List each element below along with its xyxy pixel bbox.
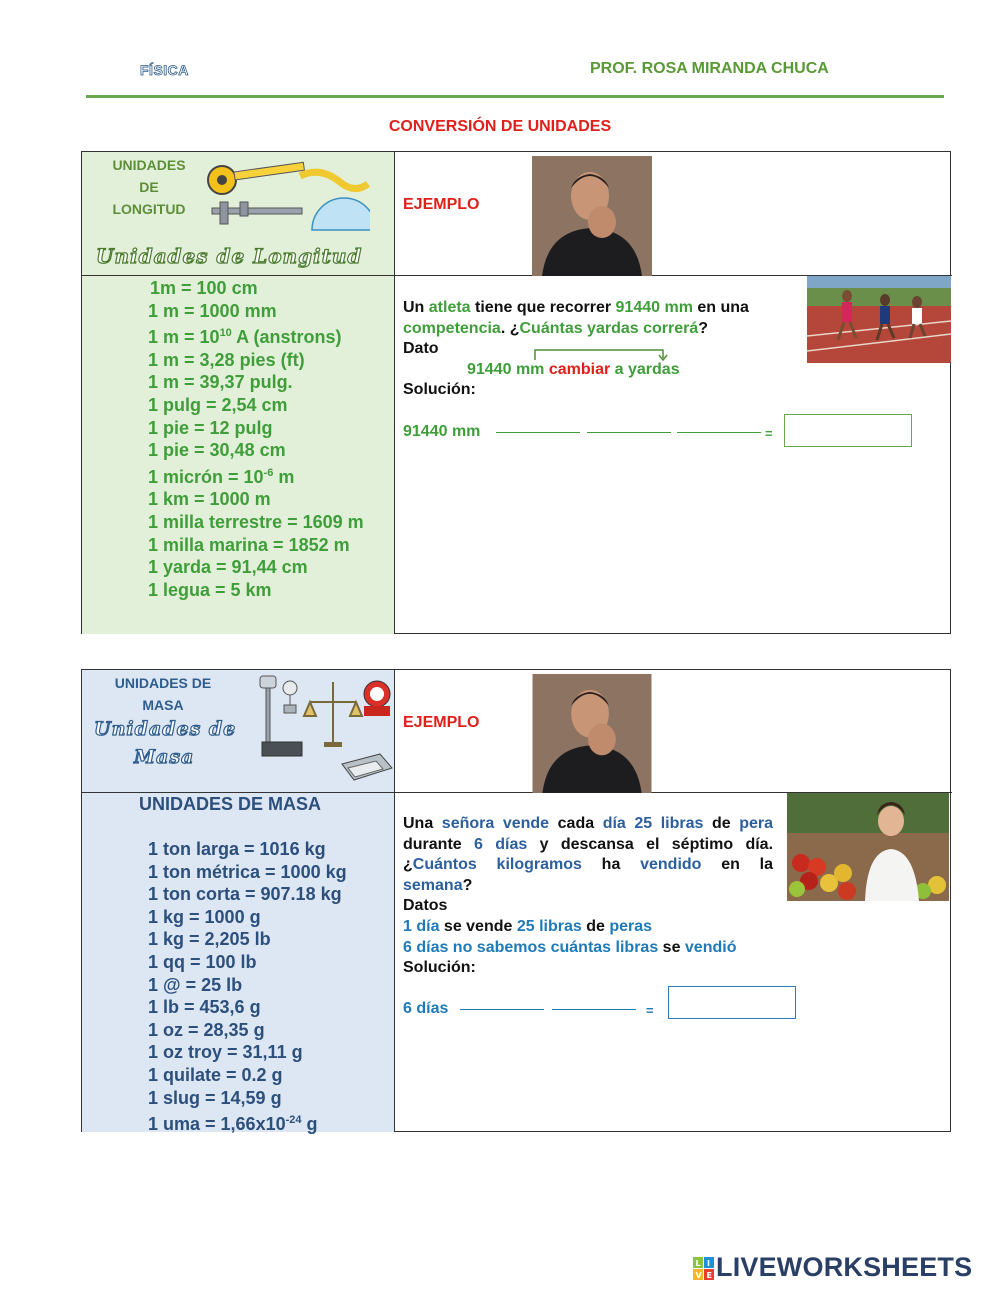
measuring-tools-icon (200, 158, 370, 234)
runners-icon (807, 276, 951, 363)
solucion-label: Solución: (403, 381, 476, 399)
conversion-item: 1 kg = 2,205 lb (148, 929, 271, 950)
interpreter-photo (532, 156, 652, 276)
datos-label: Datos (403, 897, 448, 915)
logo-letter: I (707, 1259, 710, 1268)
conversion-item: 1 ton métrica = 1000 kg (148, 861, 347, 882)
problem-line: Una señora vende cada día 25 libras de pera (403, 815, 774, 832)
person-icon (532, 674, 652, 793)
conversion-item: 1 pulg = 2,54 cm (148, 394, 288, 415)
longitud-label-line: DE (139, 179, 159, 195)
problem-line: ¿Cuántos kilogramos ha vendido en la (403, 856, 773, 874)
longitud-label-line: LONGITUD (112, 201, 186, 217)
ejemplo-label: EJEMPLO (403, 196, 480, 213)
solution-start-value: 6 días (403, 1000, 449, 1017)
fraction-line[interactable] (552, 1009, 636, 1010)
person-icon (532, 156, 652, 276)
fruit-vendor-icon (787, 793, 949, 901)
equals-sign: = (765, 426, 773, 441)
masa-problem-cell (395, 793, 952, 1132)
answer-input[interactable] (784, 414, 912, 447)
longitud-example-header (395, 152, 952, 276)
equals-sign: = (646, 1003, 654, 1018)
conversion-item: 1 quilate = 0.2 g (148, 1064, 283, 1085)
problem-line: Un atleta tiene que recorrer 91440 mm en una (403, 299, 749, 316)
conversion-item: 1 slug = 14,59 g (148, 1087, 282, 1108)
masa-label (94, 672, 232, 716)
scales-icon (246, 672, 394, 790)
ejemplo-label: EJEMPLO (403, 714, 480, 731)
solution-start-value: 91440 mm (403, 423, 481, 440)
vendor-photo (787, 793, 949, 901)
conversion-item: 1 pie = 12 pulg (148, 417, 273, 438)
fraction-line[interactable] (677, 432, 761, 433)
masa-example-header (395, 670, 952, 793)
masa-header-cell (82, 670, 395, 793)
conversion-item: 1 uma = $1,66x10^{-24}$ g (148, 1114, 318, 1135)
conversion-item: 1 milla marina = 1852 m (148, 534, 350, 555)
longitud-table (81, 151, 951, 634)
masa-problem-text (403, 814, 773, 979)
liveworksheets-brand[interactable]: LIVEWORKSHEETS (716, 1252, 973, 1282)
subject-label: FÍSICA (140, 62, 189, 78)
solucion-label: Solución: (403, 959, 476, 977)
conversion-item: 1 oz troy = 31,11 g (148, 1042, 303, 1063)
conversion-item: 1 pie = 30,48 cm (148, 440, 286, 461)
logo-letter: E (706, 1271, 712, 1280)
header-divider (86, 95, 944, 98)
longitud-header-cell (82, 152, 395, 276)
answer-input[interactable] (668, 986, 796, 1019)
conversion-item: 1 ton corta = 907.18 kg (148, 884, 342, 905)
conversion-item: 1 legua = 5 km (148, 579, 272, 600)
conversion-item: 1 micrón = $10^{-6}$ m (148, 466, 295, 487)
fraction-line[interactable] (460, 1009, 544, 1010)
fraction-line[interactable] (496, 432, 580, 433)
masa-decorative-title: Masa (134, 746, 195, 768)
longitud-conversion-list (148, 277, 364, 601)
conversion-item: 1 yarda = 91,44 cm (148, 557, 308, 578)
longitud-list-cell (82, 276, 395, 634)
longitud-problem-cell (395, 276, 952, 634)
longitud-label-line: UNIDADES (112, 157, 186, 173)
dato-label: Dato (403, 340, 439, 358)
page-title: CONVERSIÓN DE UNIDADES (388, 118, 612, 135)
teacher-name: PROF. ROSA MIRANDA CHUCA (590, 60, 829, 77)
bracket-arrow-icon (531, 346, 671, 362)
conversion-item: 1 lb = 453,6 g (148, 997, 261, 1018)
conversion-item: 1 oz = 28,35 g (148, 1019, 265, 1040)
conversion-item: 1 qq = 100 lb (148, 951, 257, 972)
conversion-item: 1 km = 1000 m (148, 489, 271, 510)
conversion-item: 1 milla terrestre = 1609 m (148, 511, 364, 532)
dato-line: 6 días no sabemos cuántas libras se vendió (403, 938, 737, 956)
masa-decorative-title: Unidades de (94, 718, 237, 740)
masa-heading: UNIDADES DE MASA (139, 794, 322, 814)
masa-table (81, 669, 951, 1135)
longitud-decorative-title: Unidades de Longitud (96, 244, 363, 268)
liveworksheets-logo-icon (693, 1257, 715, 1286)
masa-list-cell (82, 793, 395, 1135)
logo-letter: L (695, 1259, 701, 1268)
masa-conversion-list (148, 838, 347, 1136)
masa-label-line: UNIDADES DE (114, 675, 212, 691)
conversion-item: 1 ton larga = 1016 kg (148, 839, 326, 859)
problem-line: competencia. ¿Cuántas yardas correrá? (403, 319, 709, 337)
fraction-line[interactable] (587, 432, 671, 433)
logo-letter: V (695, 1271, 702, 1280)
conversion-item: 1m = 100 cm (150, 278, 258, 298)
conversion-item: 1 m = 3,28 pies (ft) (148, 349, 305, 370)
dato-line: 1 día se vende 25 libras de peras (403, 917, 653, 935)
longitud-label (94, 154, 204, 220)
conversion-item: 1 $m = 10^{10}$ A (anstrons) (148, 327, 342, 348)
conversion-item: 1 @ = 25 lb (148, 974, 243, 995)
problem-line: durante 6 días y descansa el séptimo día. (403, 835, 774, 853)
athletes-photo (807, 276, 951, 363)
interpreter-photo (532, 674, 652, 793)
conversion-item: 1 m = 1000 mm (148, 300, 277, 321)
conversion-item: 1 kg = 1000 g (148, 906, 261, 927)
conversion-item: 1 m = 39,37 pulg. (148, 372, 293, 393)
masa-label-line: MASA (142, 697, 184, 713)
dato-line: 91440 mm cambiar a yardas (467, 360, 680, 378)
problem-line: semana? (403, 876, 473, 894)
